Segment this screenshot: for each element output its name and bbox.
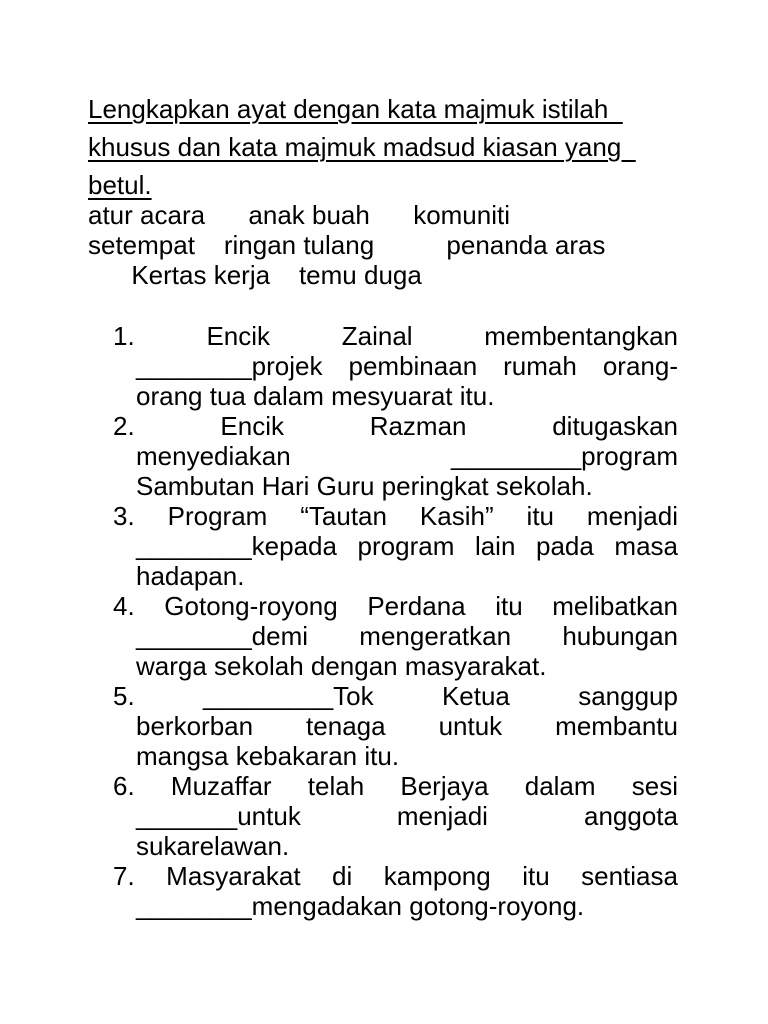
item-6-number: 6.	[113, 771, 135, 801]
question-item-7	[113, 861, 678, 921]
item-1-text: Encik Zainal membentangkan	[206, 321, 678, 351]
item-4-number: 4.	[113, 591, 135, 621]
item-7-line-1	[113, 861, 678, 891]
word-bank	[88, 200, 678, 290]
item-1-line-3: orang tua dalam mesyuarat itu.	[136, 381, 495, 411]
item-1-line-1	[113, 321, 678, 351]
item-2-number: 2.	[113, 411, 135, 441]
item-2-line-1	[113, 411, 678, 441]
item-6-text: Muzaffar telah Berjaya dalam sesi	[170, 771, 678, 801]
item-5-number: 5.	[113, 681, 135, 711]
item-4-line-2: ________demi mengeratkan hubungan	[136, 621, 678, 651]
item-5-line-1	[113, 681, 678, 711]
item-6-line-2: _______untuk menjadi anggota	[136, 801, 678, 831]
item-1-number: 1.	[113, 321, 135, 351]
word-bank-line-2: setempat ringan tulang penanda aras	[88, 230, 606, 260]
item-3-number: 3.	[113, 501, 135, 531]
item-3-line-1	[113, 501, 678, 531]
item-6-line-3: sukarelawan.	[136, 831, 290, 861]
item-2-text: Encik Razman ditugaskan	[220, 411, 678, 441]
item-3-line-2: ________kepada program lain pada masa	[136, 531, 678, 561]
worksheet-title	[88, 90, 678, 204]
item-7-text: Masyarakat di kampong itu sentiasa	[166, 861, 678, 891]
title-line-3: betul.	[88, 170, 152, 200]
title-line-1: Lengkapkan ayat dengan kata majmuk istilah	[88, 94, 623, 124]
item-1-line-2: ________projek pembinaan rumah orang-	[136, 351, 678, 381]
item-4-text: Gotong-royong Perdana itu melibatkan	[164, 591, 678, 621]
item-5-text: _________Tok Ketua sanggup	[203, 681, 678, 711]
item-6-line-1	[113, 771, 678, 801]
item-7-line-2: ________mengadakan gotong-royong.	[136, 891, 585, 921]
item-3-line-3: hadapan.	[136, 561, 245, 591]
question-item-2	[113, 411, 678, 501]
item-3-text: Program “Tautan Kasih” itu menjadi	[167, 501, 678, 531]
item-5-line-3: mangsa kebakaran itu.	[136, 741, 400, 771]
question-item-5	[113, 681, 678, 771]
item-4-line-1	[113, 591, 678, 621]
question-list	[113, 321, 678, 921]
question-item-1	[113, 321, 678, 411]
word-bank-line-3: Kertas kerja temu duga	[88, 260, 422, 290]
question-item-4	[113, 591, 678, 681]
item-5-line-2: berkorban tenaga untuk membantu	[136, 711, 678, 741]
question-item-3	[113, 501, 678, 591]
question-item-6	[113, 771, 678, 861]
word-bank-line-1: atur acara anak buah komuniti	[88, 200, 511, 230]
title-line-2: khusus dan kata majmuk madsud kiasan yang	[88, 132, 636, 162]
item-2-line-2: menyediakan _________program	[136, 441, 678, 471]
item-2-line-3: Sambutan Hari Guru peringkat sekolah.	[136, 471, 593, 501]
item-7-number: 7.	[113, 861, 135, 891]
item-4-line-3: warga sekolah dengan masyarakat.	[136, 651, 547, 681]
